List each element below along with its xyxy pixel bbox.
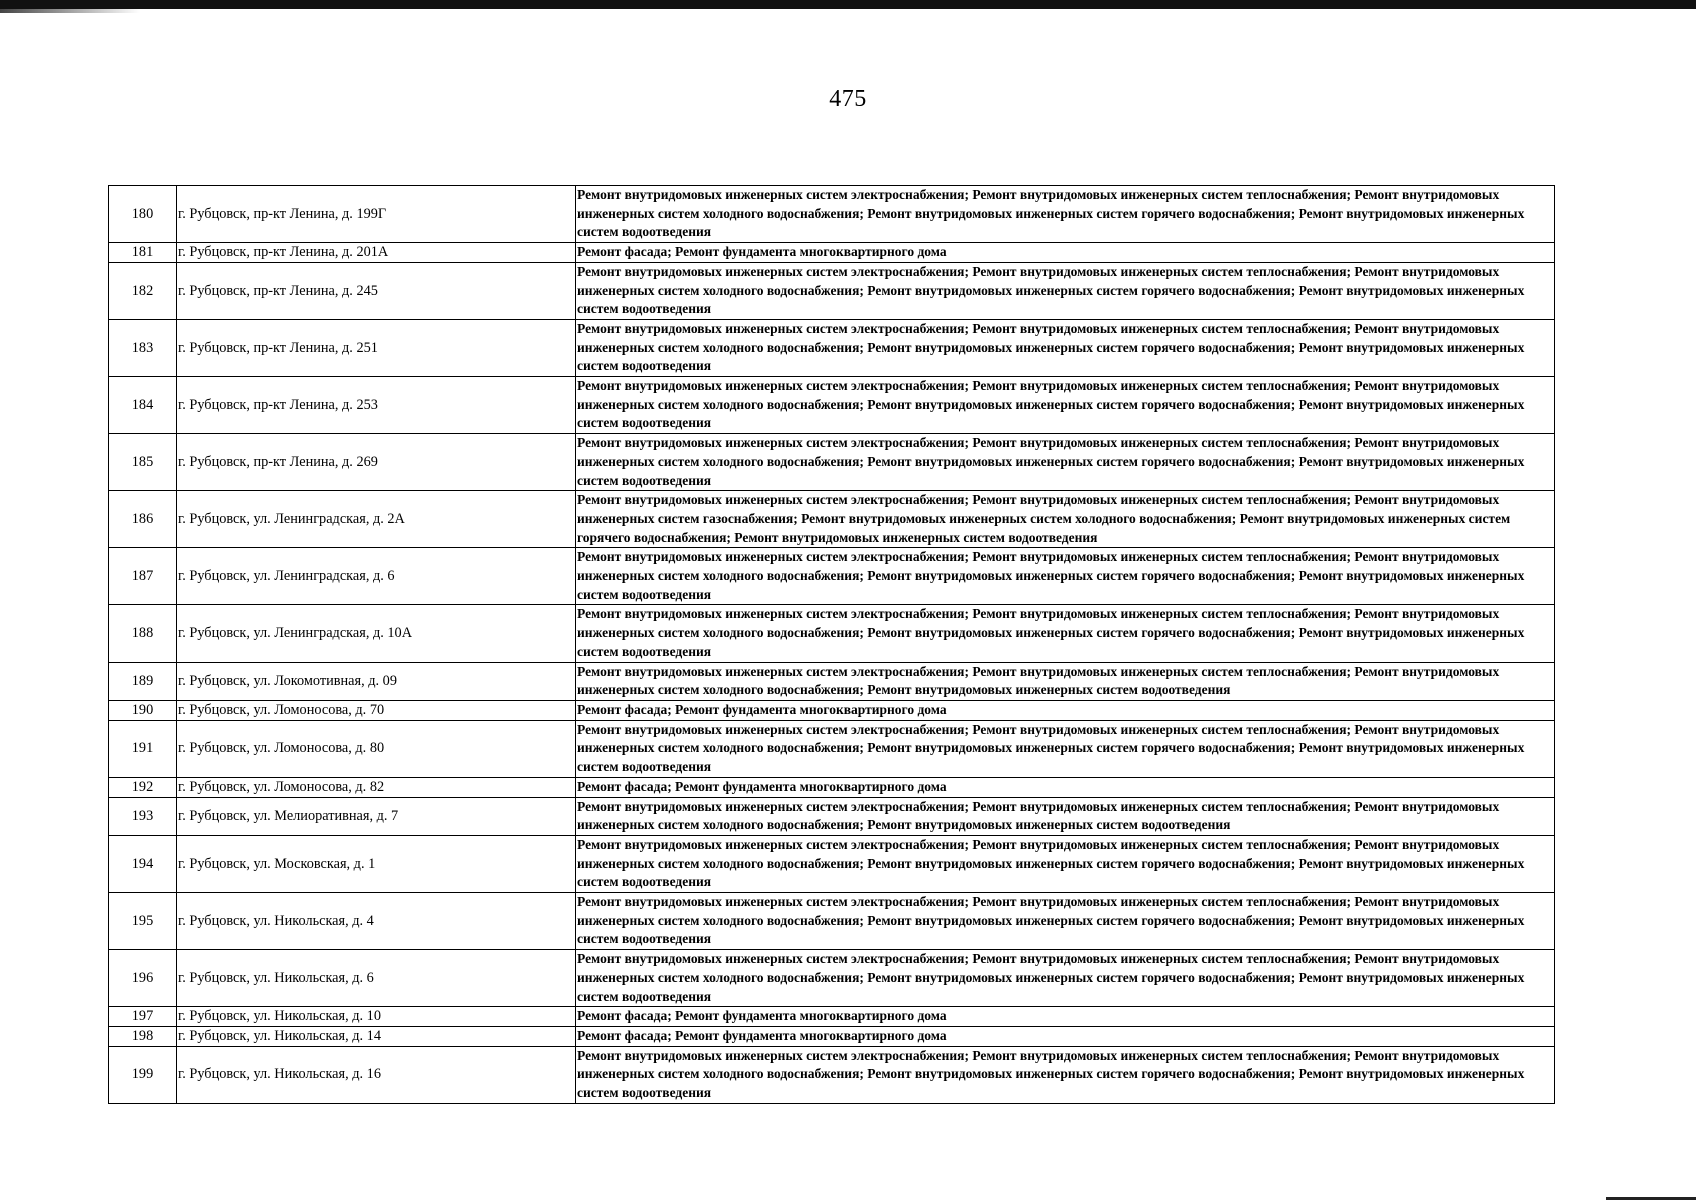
table-row [109,243,1555,263]
row-works: Ремонт внутридомовых инженерных систем электроснабжения; Ремонт внутридомовых инженерных систем теплоснабжения; Ремонт внутридомовых инженерных систем холодного водоснабжения; Ремонт внутридомовых инженерных систем горячего водоснабжения; Ремонт внутридомовых инженерных систем водоотведения [576,835,1555,892]
row-number: 187 [109,548,177,605]
row-address: г. Рубцовск, ул. Московская, д. 1 [177,835,576,892]
row-number: 199 [109,1046,177,1103]
row-number: 196 [109,950,177,1007]
row-address: г. Рубцовск, ул. Никольская, д. 16 [177,1046,576,1103]
row-number: 198 [109,1026,177,1046]
row-address: г. Рубцовск, ул. Ленинградская, д. 2А [177,491,576,548]
table-row [109,605,1555,662]
table-row [109,548,1555,605]
row-address: г. Рубцовск, пр-кт Ленина, д. 251 [177,319,576,376]
row-number: 182 [109,262,177,319]
row-works: Ремонт внутридомовых инженерных систем электроснабжения; Ремонт внутридомовых инженерных систем теплоснабжения; Ремонт внутридомовых инженерных систем холодного водоснабжения; Ремонт внутридомовых инженерных систем горячего водоснабжения; Ремонт внутридомовых инженерных систем водоотведения [576,1046,1555,1103]
row-number: 190 [109,700,177,720]
row-address: г. Рубцовск, пр-кт Ленина, д. 269 [177,434,576,491]
table-row [109,1007,1555,1027]
row-number: 186 [109,491,177,548]
scan-top-edge [0,0,1696,9]
row-works: Ремонт внутридомовых инженерных систем электроснабжения; Ремонт внутридомовых инженерных систем теплоснабжения; Ремонт внутридомовых инженерных систем газоснабжения; Ремонт внутридомовых инженерных систем холодного водоснабжения; Ремонт внутридомовых инженерных систем горячего водоснабжения; Ремонт внутридомовых инженерных систем водоотведения [576,491,1555,548]
row-number: 197 [109,1007,177,1027]
row-number: 180 [109,186,177,243]
table-row [109,319,1555,376]
page-number: 475 [829,86,867,112]
row-number: 181 [109,243,177,263]
table-row [109,1046,1555,1103]
row-address: г. Рубцовск, ул. Никольская, д. 10 [177,1007,576,1027]
table-row [109,797,1555,835]
table-row [109,186,1555,243]
row-works: Ремонт фасада; Ремонт фундамента многоквартирного дома [576,1007,1555,1027]
scan-edge-shadow [0,9,140,13]
table-row [109,377,1555,434]
row-address: г. Рубцовск, ул. Ломоносова, д. 82 [177,777,576,797]
row-works: Ремонт внутридомовых инженерных систем электроснабжения; Ремонт внутридомовых инженерных систем теплоснабжения; Ремонт внутридомовых инженерных систем холодного водоснабжения; Ремонт внутридомовых инженерных систем горячего водоснабжения; Ремонт внутридомовых инженерных систем водоотведения [576,319,1555,376]
row-number: 193 [109,797,177,835]
row-works: Ремонт фасада; Ремонт фундамента многоквартирного дома [576,777,1555,797]
row-address: г. Рубцовск, ул. Локомотивная, д. 09 [177,662,576,700]
table-row [109,262,1555,319]
table-row [109,893,1555,950]
row-number: 184 [109,377,177,434]
row-number: 192 [109,777,177,797]
row-works: Ремонт внутридомовых инженерных систем электроснабжения; Ремонт внутридомовых инженерных систем теплоснабжения; Ремонт внутридомовых инженерных систем холодного водоснабжения; Ремонт внутридомовых инженерных систем горячего водоснабжения; Ремонт внутридомовых инженерных систем водоотведения [576,434,1555,491]
row-works: Ремонт фасада; Ремонт фундамента многоквартирного дома [576,700,1555,720]
table-row [109,777,1555,797]
row-address: г. Рубцовск, пр-кт Ленина, д. 245 [177,262,576,319]
row-number: 194 [109,835,177,892]
row-works: Ремонт внутридомовых инженерных систем электроснабжения; Ремонт внутридомовых инженерных систем теплоснабжения; Ремонт внутридомовых инженерных систем холодного водоснабжения; Ремонт внутридомовых инженерных систем горячего водоснабжения; Ремонт внутридомовых инженерных систем водоотведения [576,720,1555,777]
row-number: 189 [109,662,177,700]
table-row [109,950,1555,1007]
table-body [109,186,1555,1104]
table-row [109,662,1555,700]
row-number: 183 [109,319,177,376]
table-row [109,720,1555,777]
table-row [109,1026,1555,1046]
row-works: Ремонт внутридомовых инженерных систем электроснабжения; Ремонт внутридомовых инженерных систем теплоснабжения; Ремонт внутридомовых инженерных систем холодного водоснабжения; Ремонт внутридомовых инженерных систем горячего водоснабжения; Ремонт внутридомовых инженерных систем водоотведения [576,186,1555,243]
row-works: Ремонт фасада; Ремонт фундамента многоквартирного дома [576,1026,1555,1046]
row-works: Ремонт внутридомовых инженерных систем электроснабжения; Ремонт внутридомовых инженерных систем теплоснабжения; Ремонт внутридомовых инженерных систем холодного водоснабжения; Ремонт внутридомовых инженерных систем водоотведения [576,797,1555,835]
row-works: Ремонт внутридомовых инженерных систем электроснабжения; Ремонт внутридомовых инженерных систем теплоснабжения; Ремонт внутридомовых инженерных систем холодного водоснабжения; Ремонт внутридомовых инженерных систем горячего водоснабжения; Ремонт внутридомовых инженерных систем водоотведения [576,893,1555,950]
row-address: г. Рубцовск, ул. Ломоносова, д. 80 [177,720,576,777]
table-row [109,835,1555,892]
row-works: Ремонт фасада; Ремонт фундамента многоквартирного дома [576,243,1555,263]
row-address: г. Рубцовск, пр-кт Ленина, д. 253 [177,377,576,434]
row-address: г. Рубцовск, ул. Ленинградская, д. 10А [177,605,576,662]
row-works: Ремонт внутридомовых инженерных систем электроснабжения; Ремонт внутридомовых инженерных систем теплоснабжения; Ремонт внутридомовых инженерных систем холодного водоснабжения; Ремонт внутридомовых инженерных систем горячего водоснабжения; Ремонт внутридомовых инженерных систем водоотведения [576,262,1555,319]
row-works: Ремонт внутридомовых инженерных систем электроснабжения; Ремонт внутридомовых инженерных систем теплоснабжения; Ремонт внутридомовых инженерных систем холодного водоснабжения; Ремонт внутридомовых инженерных систем водоотведения [576,662,1555,700]
row-number: 185 [109,434,177,491]
row-number: 191 [109,720,177,777]
row-address: г. Рубцовск, ул. Ломоносова, д. 70 [177,700,576,720]
row-address: г. Рубцовск, ул. Ленинградская, д. 6 [177,548,576,605]
row-address: г. Рубцовск, ул. Никольская, д. 4 [177,893,576,950]
table-row [109,491,1555,548]
row-works: Ремонт внутридомовых инженерных систем электроснабжения; Ремонт внутридомовых инженерных систем теплоснабжения; Ремонт внутридомовых инженерных систем холодного водоснабжения; Ремонт внутридомовых инженерных систем горячего водоснабжения; Ремонт внутридомовых инженерных систем водоотведения [576,548,1555,605]
repair-works-table [108,185,1555,1104]
row-address: г. Рубцовск, ул. Никольская, д. 6 [177,950,576,1007]
table-row [109,434,1555,491]
row-number: 188 [109,605,177,662]
table-row [109,700,1555,720]
row-works: Ремонт внутридомовых инженерных систем электроснабжения; Ремонт внутридомовых инженерных систем теплоснабжения; Ремонт внутридомовых инженерных систем холодного водоснабжения; Ремонт внутридомовых инженерных систем горячего водоснабжения; Ремонт внутридомовых инженерных систем водоотведения [576,377,1555,434]
row-address: г. Рубцовск, пр-кт Ленина, д. 199Г [177,186,576,243]
row-address: г. Рубцовск, ул. Никольская, д. 14 [177,1026,576,1046]
row-number: 195 [109,893,177,950]
row-works: Ремонт внутридомовых инженерных систем электроснабжения; Ремонт внутридомовых инженерных систем теплоснабжения; Ремонт внутридомовых инженерных систем холодного водоснабжения; Ремонт внутридомовых инженерных систем горячего водоснабжения; Ремонт внутридомовых инженерных систем водоотведения [576,605,1555,662]
row-address: г. Рубцовск, пр-кт Ленина, д. 201А [177,243,576,263]
row-address: г. Рубцовск, ул. Мелиоративная, д. 7 [177,797,576,835]
row-works: Ремонт внутридомовых инженерных систем электроснабжения; Ремонт внутридомовых инженерных систем теплоснабжения; Ремонт внутридомовых инженерных систем холодного водоснабжения; Ремонт внутридомовых инженерных систем горячего водоснабжения; Ремонт внутридомовых инженерных систем водоотведения [576,950,1555,1007]
